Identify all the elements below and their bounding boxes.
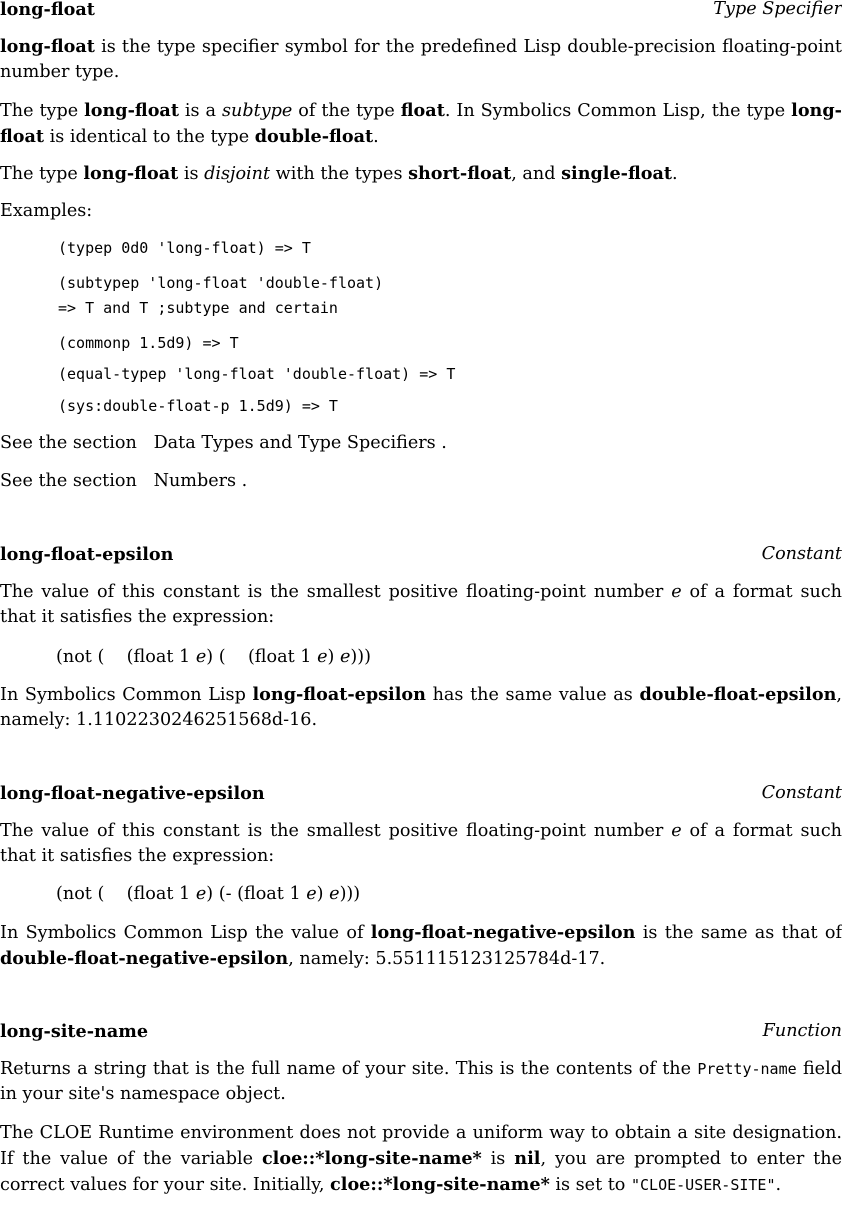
entry-title: long-site-name	[0, 1021, 149, 1042]
see-also-link[interactable]: See the section Numbers .	[0, 471, 248, 491]
emphasis: disjoint	[204, 164, 271, 184]
examples-label: Examples:	[0, 201, 93, 221]
text: of the type	[292, 101, 401, 121]
variable: e	[195, 884, 207, 904]
text: The type	[0, 101, 85, 121]
entry-header	[0, 0, 842, 22]
paragraph	[0, 920, 842, 972]
text: In Symbolics Common Lisp the value of	[0, 923, 371, 943]
text: The CLOE Runtime environment does not provide a uniform way to obtain a site designation. If the value of the variable	[0, 1123, 842, 1169]
entry-header	[0, 781, 842, 806]
variable: e	[195, 647, 207, 667]
entry-kind: Constant	[761, 544, 842, 564]
text: is	[178, 164, 205, 184]
see-also-link[interactable]: See the section Data Types and Type Specifiers .	[0, 433, 447, 453]
term: long-float	[83, 163, 179, 184]
formula-part: )	[327, 647, 340, 667]
paragraph	[0, 819, 842, 869]
text: is identical to the type	[44, 127, 255, 147]
formula-part: ) ( (float 1	[206, 647, 318, 667]
text: is a	[178, 101, 222, 121]
text: field in your site's namespace object.	[0, 1059, 842, 1104]
term: long-float-epsilon	[252, 684, 426, 705]
variable: e	[339, 647, 351, 667]
code-example: (subtypep 'long-float 'double-float)	[58, 274, 384, 292]
paragraph	[0, 580, 842, 630]
code-example: (commonp 1.5d9) => T	[58, 334, 239, 352]
code-term: "CLOE-USER-SITE"	[631, 1176, 776, 1194]
text: The type	[0, 164, 84, 184]
text: , and	[511, 164, 562, 184]
text: , you are prompted to enter the correct values for your site. Initially,	[0, 1149, 842, 1195]
emphasis: subtype	[222, 101, 293, 121]
formula	[56, 645, 371, 670]
term: cloe::*long-site-name*	[330, 1174, 550, 1195]
code-term: Pretty-name	[697, 1060, 797, 1078]
code-example: (sys:double-float-p 1.5d9) => T	[58, 397, 338, 415]
variable: e	[317, 647, 328, 667]
entry-kind: Function	[762, 1021, 842, 1041]
paragraph	[0, 682, 842, 733]
entry-title: long-float-negative-epsilon	[0, 783, 265, 804]
code-example: => T and T ;subtype and certain	[58, 299, 338, 317]
text: Returns a string that is the full name of your site. This is the contents of the	[0, 1059, 698, 1079]
text: of a format such that it satisfies the expression:	[0, 821, 842, 866]
text: In Symbolics Common Lisp	[0, 685, 253, 705]
text: with the types	[270, 164, 409, 184]
entry-long-float-negative-epsilon	[0, 781, 842, 806]
entry-kind: Constant	[761, 783, 842, 803]
paragraph	[0, 1057, 842, 1107]
text: , namely: 1.1102230246251568d-16.	[0, 685, 842, 730]
text: The value of this constant is the smallest positive floating-point number	[0, 582, 672, 602]
term: double-float-negative-epsilon	[0, 948, 289, 969]
paragraph	[0, 161, 842, 187]
entry-header	[0, 542, 842, 567]
formula-part: (not ( (float 1	[56, 647, 196, 667]
formula-part: )	[316, 884, 330, 904]
text: , namely: 5.551115123125784d-17.	[288, 949, 606, 969]
term: double-float-epsilon	[639, 684, 837, 705]
formula-part: ) (- (float 1	[206, 884, 307, 904]
variable: e	[329, 884, 340, 904]
term: long-float	[0, 36, 95, 57]
text: .	[775, 1175, 782, 1195]
formula-part: )))	[350, 647, 371, 667]
variable: e	[671, 821, 682, 841]
term: nil	[514, 1148, 541, 1169]
term: cloe::*long-site-name*	[261, 1148, 482, 1169]
text: is	[481, 1149, 515, 1169]
entry-long-float-epsilon	[0, 542, 842, 567]
term: long-float-negative-epsilon	[370, 922, 636, 943]
text: of a format such that it satisfies the expression:	[0, 582, 842, 627]
text: is set to	[549, 1175, 631, 1195]
term: long-float	[84, 100, 179, 121]
text: .	[373, 127, 379, 147]
term: single-float	[561, 163, 673, 184]
formula	[56, 882, 360, 907]
code-example: (equal-typep 'long-float 'double-float) => T	[58, 365, 456, 383]
variable: e	[306, 884, 317, 904]
code-example: (typep 0d0 'long-float) => T	[58, 239, 311, 257]
variable: e	[671, 582, 682, 602]
entry-kind: Type Specifier	[713, 0, 842, 19]
text: has the same value as	[425, 685, 640, 705]
paragraph	[0, 1121, 842, 1198]
text: is the same as that of	[635, 923, 842, 943]
entry-long-float	[0, 0, 842, 22]
formula-part: (not ( (float 1	[56, 884, 196, 904]
entry-header	[0, 1019, 842, 1044]
paragraph	[0, 98, 842, 150]
term: short-float	[408, 163, 512, 184]
entry-long-site-name	[0, 1019, 842, 1044]
text: The value of this constant is the smallest positive floating-point number	[0, 821, 672, 841]
text: . In Symbolics Common Lisp, the type	[444, 101, 792, 121]
paragraph	[0, 34, 842, 85]
text: is the type specifier symbol for the predefined Lisp double-precision floating-point number type.	[0, 37, 842, 82]
formula-part: )))	[339, 884, 361, 904]
term: double-float	[254, 126, 374, 147]
term: long-float	[0, 100, 842, 147]
text: .	[672, 164, 678, 184]
term: float	[400, 100, 445, 121]
entry-title: long-float-epsilon	[0, 544, 174, 565]
entry-title: long-float	[0, 0, 95, 20]
